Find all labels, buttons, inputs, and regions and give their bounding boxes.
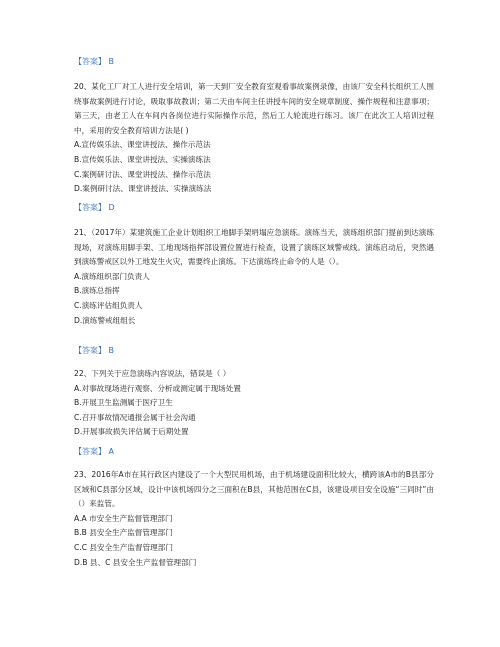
answer-value: A <box>108 447 115 456</box>
answer-label: 【答案】 <box>74 203 106 212</box>
option-c: C.召开事故情况通报会属于社会沟通 <box>74 412 196 422</box>
question-stem: 23、2016年A市在其行政区内建设了一个大型民用机场，由于机场建设面积比较大，横跨该A市的B县部分区域和C县部分区域，设计中该机场四分之三面积在B县，其他范围在C县，该建设项目安全设施“三同时”由（）来监管。 <box>74 470 434 509</box>
answer-line <box>74 57 114 67</box>
option-c: C.C 县安全生产监督管理部门 <box>74 542 173 552</box>
option-d: D.B 县、C 县安全生产监督管理部门 <box>74 557 197 567</box>
option-d: D.案例研讨法、课堂讲授法、实操演练法 <box>74 184 212 194</box>
question-21 <box>74 226 434 328</box>
option-a: A.演练组织部门负责人 <box>74 271 150 281</box>
option-a: A.对事故现场进行观察、分析或测定属于现场处置 <box>74 383 241 393</box>
answer-label: 【答案】 <box>74 346 106 355</box>
option-d: D.开展事故损失评估属于后期处置 <box>74 427 189 437</box>
question-stem: 21、（2017年）某建筑施工企业计划组织工地脚手架坍塌应急演练。演练当天，演练组织部门提前到达演练现场，对演练用脚手架、工地现场指挥部设置位置进行检查，设置了演练区域警戒线。演练启动后，突然遇到演练警戒区以外工地发生火灾，需要终止演练。下达演练终止命令的人是（）。 <box>74 228 434 267</box>
option-b: B.宣传娱乐法、课堂讲授法、实操演练法 <box>74 154 211 164</box>
option-c: C.演练评估组负责人 <box>74 300 143 310</box>
question-20 <box>74 80 434 197</box>
option-b: B.B 县安全生产监督管理部门 <box>74 528 173 538</box>
question-23 <box>74 468 434 570</box>
option-c: C.案例研讨法、课堂讲授法、操作示范法 <box>74 169 211 179</box>
option-b: B.演练总指挥 <box>74 286 120 296</box>
answer-value: D <box>108 203 115 212</box>
option-d: D.演练警戒组组长 <box>74 315 136 325</box>
answer-label: 【答案】 <box>74 57 106 66</box>
answer-line <box>74 346 114 356</box>
answer-line <box>74 203 115 213</box>
option-a: A.A 市安全生产监督管理部门 <box>74 513 173 523</box>
option-a: A.宣传娱乐法、课堂讲授法、操作示范法 <box>74 140 211 150</box>
answer-value: B <box>108 57 115 66</box>
answer-label: 【答案】 <box>74 447 106 456</box>
question-stem: 20、某化工厂对工人进行安全培训，第一天到厂安全教育室观看事故案例录像，由该厂安全科长组织工人围绕事故案例进行讨论，吸取事故教训；第二天由车间主任讲授车间的安全规章制度、操作规程和注意事项；第三天，由老工人在车间内各岗位进行实际操作示范，然后工人轮流进行练习。该厂在此次工人培训过程中，采用的安全教育培训方法是( ) <box>74 82 434 135</box>
question-stem: 22、下列关于应急演练内容说法，错误是（ ） <box>74 369 231 378</box>
answer-line <box>74 447 114 457</box>
question-22 <box>74 367 434 440</box>
answer-value: B <box>108 346 115 355</box>
option-b: B.开展卫生监测属于医疗卫生 <box>74 398 173 408</box>
